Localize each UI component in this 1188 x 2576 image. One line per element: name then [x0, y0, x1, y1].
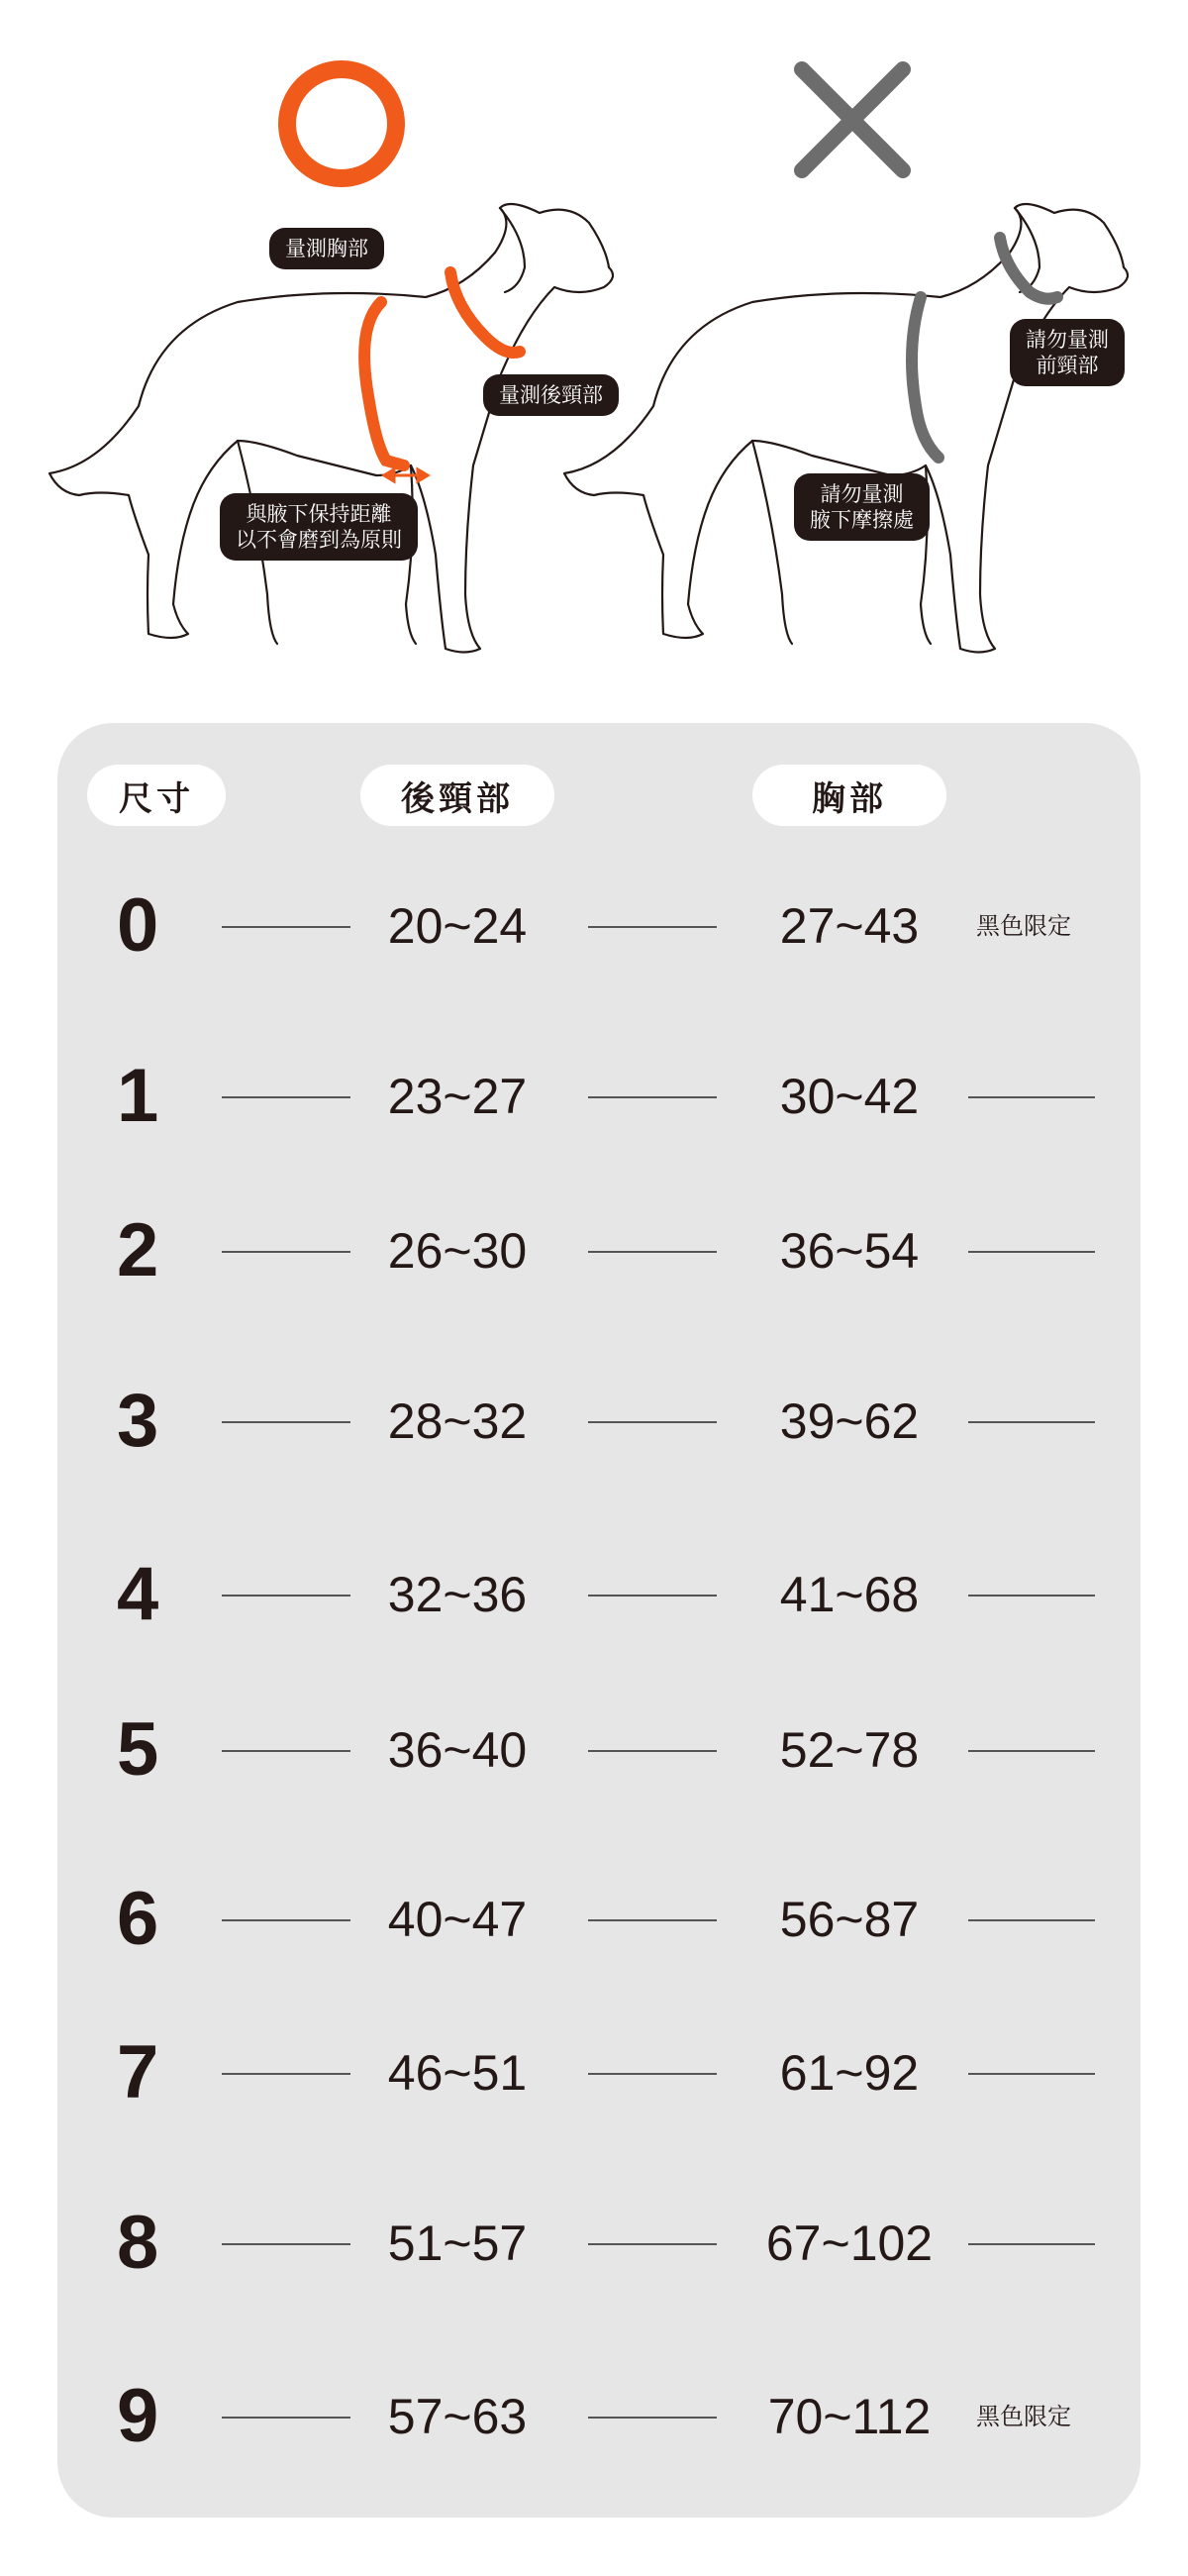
divider-line	[222, 1421, 350, 1423]
divider-line	[588, 1096, 717, 1098]
chest-value: 30~42	[779, 1069, 920, 1124]
divider-line	[968, 1595, 1095, 1597]
divider-line	[588, 1595, 717, 1597]
table-row	[57, 2367, 1140, 2466]
size-value: 0	[117, 883, 159, 968]
back-neck-value: 40~47	[387, 1892, 528, 1947]
table-row	[57, 1870, 1140, 1969]
label-armpit-distance: 與腋下保持距離 以不會磨到為原則	[220, 493, 418, 561]
divider-line	[968, 1251, 1095, 1253]
chest-value: 61~92	[779, 2045, 920, 2101]
divider-line	[968, 1421, 1095, 1423]
back-neck-value: 26~30	[387, 1223, 528, 1279]
label-no-armpit: 請勿量測 腋下摩擦處	[794, 473, 930, 541]
chest-value: 67~102	[765, 2215, 934, 2271]
divider-line	[588, 2073, 717, 2075]
size-value: 1	[117, 1054, 159, 1138]
divider-line	[588, 926, 717, 928]
table-row	[57, 1700, 1140, 1800]
chest-value: 70~112	[767, 2389, 932, 2444]
neck-measure-icon	[450, 272, 520, 353]
back-neck-value: 46~51	[387, 2045, 528, 2101]
divider-line	[588, 1421, 717, 1423]
back-neck-value: 23~27	[387, 1069, 528, 1124]
divider-line	[968, 1096, 1095, 1098]
chest-value: 41~68	[779, 1567, 920, 1622]
divider-line	[588, 1919, 717, 1921]
size-value: 6	[117, 1877, 159, 1961]
chest-value: 52~78	[779, 1722, 920, 1778]
table-row	[57, 1047, 1140, 1146]
divider-line	[968, 2073, 1095, 2075]
table-row	[57, 1372, 1140, 1471]
chest-value: 56~87	[779, 1892, 920, 1947]
back-neck-value: 32~36	[387, 1567, 528, 1622]
size-value: 8	[117, 2201, 159, 2285]
divider-line	[222, 2417, 350, 2419]
size-value: 5	[117, 1707, 159, 1792]
distance-arrow-icon	[384, 469, 428, 481]
table-row	[57, 1545, 1140, 1644]
label-measure-back-neck: 量測後頸部	[483, 374, 619, 416]
divider-line	[222, 1096, 350, 1098]
size-value: 7	[117, 2030, 159, 2114]
chest-value: 39~62	[779, 1393, 920, 1449]
measurement-illustration	[0, 0, 1188, 693]
header-back-neck: 後頸部	[360, 765, 554, 826]
table-row	[57, 2023, 1140, 2122]
divider-line	[968, 1919, 1095, 1921]
divider-line	[588, 2417, 717, 2419]
correct-circle-icon	[287, 69, 396, 178]
divider-line	[968, 2243, 1095, 2245]
table-row	[57, 2194, 1140, 2293]
table-row	[57, 1201, 1140, 1300]
size-value: 2	[117, 1208, 159, 1292]
divider-line	[222, 1251, 350, 1253]
back-neck-value: 28~32	[387, 1393, 528, 1449]
back-neck-value: 51~57	[387, 2215, 528, 2271]
size-value: 3	[117, 1379, 159, 1463]
chest-value: 36~54	[779, 1223, 920, 1279]
divider-line	[222, 1919, 350, 1921]
dog-left-icon	[50, 204, 613, 653]
dog-right-icon	[564, 204, 1128, 653]
wrong-neck-measure-icon	[1000, 238, 1057, 299]
divider-line	[222, 1595, 350, 1597]
divider-line	[588, 2243, 717, 2245]
size-chart-card	[57, 723, 1140, 2518]
chest-measure-icon	[364, 302, 404, 465]
color-limited-note: 黑色限定	[976, 912, 1071, 940]
divider-line	[222, 2073, 350, 2075]
divider-line	[588, 1750, 717, 1752]
back-neck-value: 20~24	[387, 898, 528, 954]
divider-line	[222, 2243, 350, 2245]
divider-line	[588, 1251, 717, 1253]
wrong-chest-measure-icon	[912, 297, 939, 458]
divider-line	[968, 1750, 1095, 1752]
header-chest: 胸部	[752, 765, 946, 826]
size-value: 9	[117, 2374, 159, 2458]
divider-line	[222, 926, 350, 928]
divider-line	[222, 1750, 350, 1752]
label-no-front-neck: 請勿量測 前頸部	[1010, 319, 1125, 386]
back-neck-value: 36~40	[387, 1722, 528, 1778]
wrong-cross-icon	[802, 69, 903, 170]
back-neck-value: 57~63	[387, 2389, 528, 2444]
size-value: 4	[117, 1552, 159, 1636]
chest-value: 27~43	[779, 898, 920, 954]
color-limited-note: 黑色限定	[976, 2403, 1071, 2430]
header-size: 尺寸	[87, 765, 226, 826]
table-row	[57, 876, 1140, 976]
label-measure-chest: 量測胸部	[269, 228, 384, 269]
